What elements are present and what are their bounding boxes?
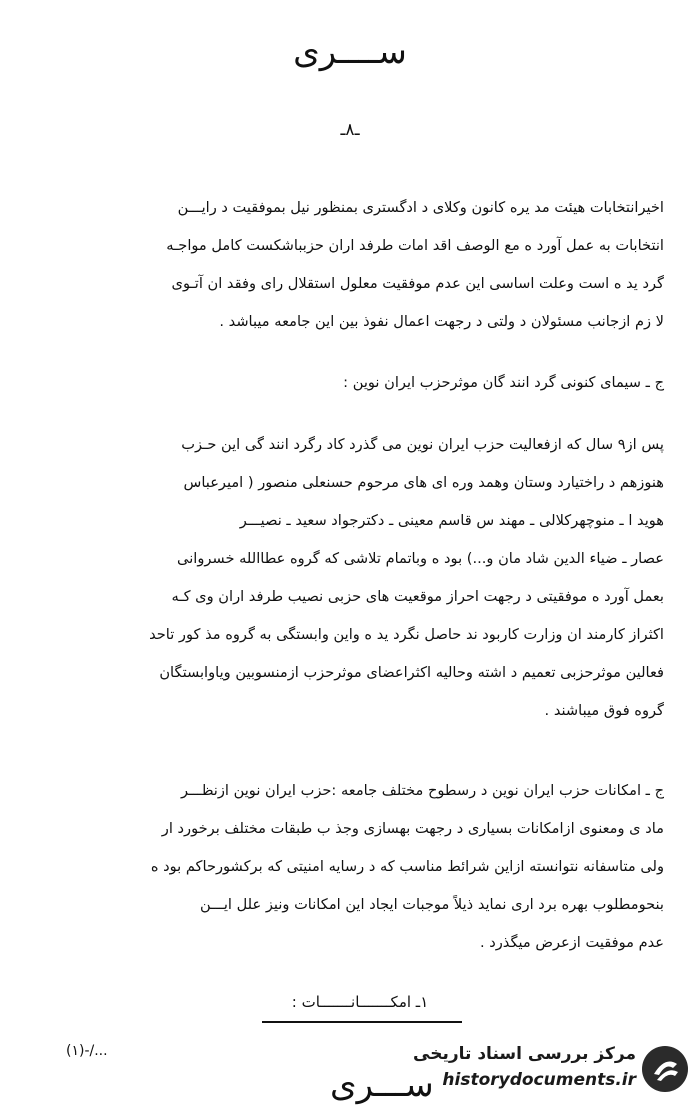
archive-logo-icon [640, 1044, 690, 1094]
text-line: فعالین موثرحزبی تعمیم د اشته وحالیه اکثراعضای موثرحزب ازمنسوبین ویاوابستگان [159, 664, 664, 681]
text-line: اخیرانتخابات هیئت مد یره کانون وکلای د ادگستری بمنظور نیل بموفقیت د رایـــن [177, 199, 664, 216]
text-line: ج ـ امکانات حزب ایران نوین د رسطوح مختلف جامعه :حزب ایران نوین ازنظـــر [180, 782, 664, 799]
text-line: ماد ی ومعنوی ازامکانات بسیاری د رجهت بهسازی وجذ ب طبقات مختلف برخورد ار [161, 820, 664, 837]
text-line: هنوزهم د راختیارد وستان وهمد وره ای های مرحوم حسنعلی منصور ( امیرعباس [183, 474, 664, 491]
text-line: هوید ا ـ منوچهرکلالی ـ مهند س قاسم معینی ـ دکترجواد سعید ـ نصیـــر [239, 512, 664, 529]
classification-footer: ســـرى [330, 1065, 434, 1105]
text-line: پس از۹ سال که ازفعالیت حزب ایران نوین می گذرد کاد رگرد انند گی این حـزب [181, 436, 664, 453]
watermark-org-name: مرکز بررسی اسناد تاریخی [413, 1044, 636, 1064]
text-line: لا زم ازجانب مسئولان د ولتی د رجهت اعمال نفوذ بین این جامعه میباشد . [219, 313, 664, 330]
text-line: بنحومطلوب بهره برد اری نماید ذیلاً موجبات ایجاد این امکانات ونیز علل ایـــن [199, 896, 664, 913]
section-heading: ج ـ سیمای کنونی گرد انند گان موثرحزب ایران نوین : [343, 374, 664, 391]
paragraph-3 [58, 772, 664, 962]
text-line: گروه فوق میباشند . [544, 702, 664, 719]
page-number: ـ۸ـ [340, 120, 360, 140]
watermark-url: historydocuments.ir [442, 1070, 636, 1090]
paragraph-2 [58, 426, 664, 730]
text-line: عصار ـ ضیاء الدین شاد مان و...) بود ه وباتمام تلاشی که گروه عطاالله خسروانی [177, 550, 664, 567]
subheading-underline [262, 1021, 462, 1023]
file-number: (۱)-/... [66, 1043, 108, 1059]
watermark [413, 1040, 694, 1100]
text-line: اکثراز کارمند ان وزارت کاربود ند حاصل نگرد ید ه واین وابستگی به گروه مذ کور تاحد [149, 626, 664, 643]
text-line: بعمل آورد ه موفقیتی د رجهت احراز موقعیت های حزبی نصیب طرفد اران وی کـه [171, 588, 664, 605]
paragraph-1 [58, 189, 664, 341]
text-line: ولی متاسفانه نتوانسته ازاین شرائط مناسب که د رسایه امنیتی که برکشورحاکم بود ه [150, 858, 664, 875]
text-line: انتخابات به عمل آورد ه مع الوصف اقد امات طرفد اران حزبباشکست کامل مواجـه [166, 237, 664, 254]
text-line: عدم موفقیت ازعرض میگذرد . [479, 934, 664, 951]
subheading: ۱ـ امکـــــــانـــــــات : [291, 993, 429, 1011]
classification-header: ســــرى [293, 32, 407, 72]
text-line: گرد ید ه است وعلت اساسی این عدم موفقیت معلول استقلال رای وفقد ان آتـوی [171, 275, 664, 292]
